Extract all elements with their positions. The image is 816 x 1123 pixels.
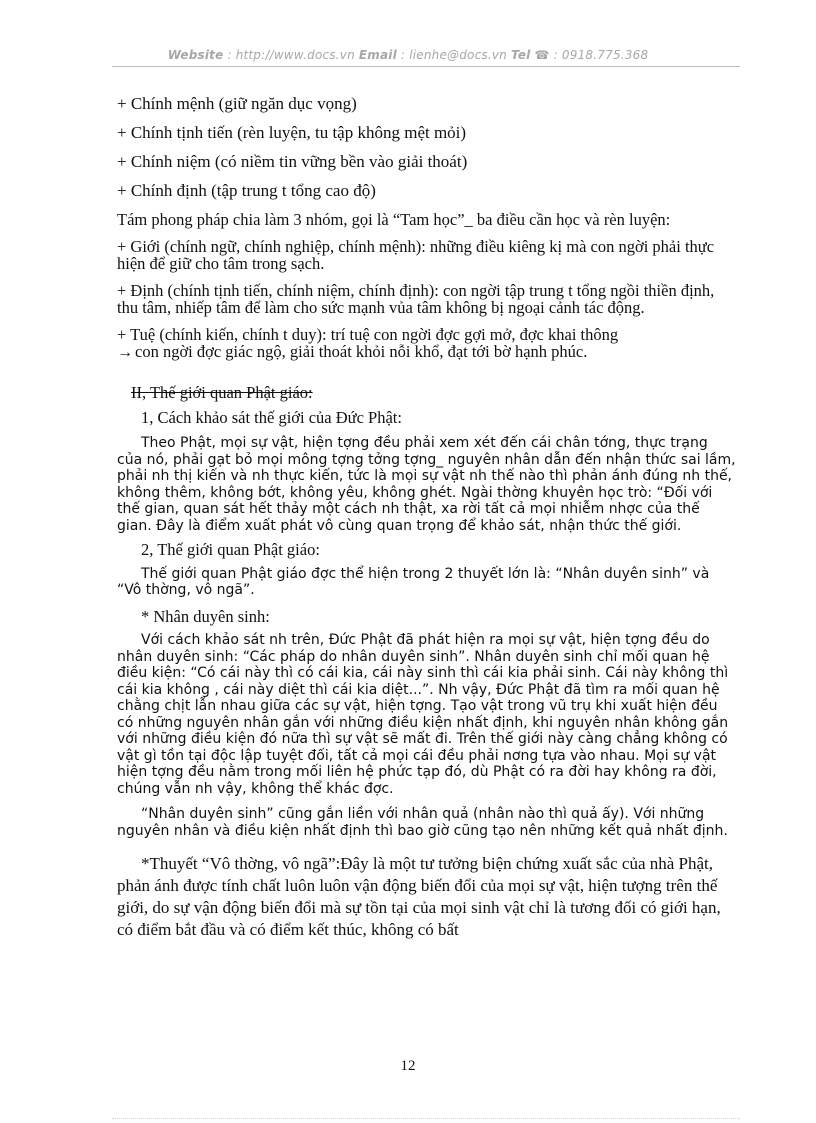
email-value: : lienhe@docs.vn (396, 48, 511, 62)
page-number: 12 (400, 1058, 416, 1074)
subheading-3: * Nhân duyên sinh: (141, 606, 270, 626)
paragraph-nhan-duyen: Với cách khảo sát nh trên, Đức Phật đã phát hiện ra mọi sự vật, hiện tợng đều do nhân duyên sinh: “Các pháp do nhân duyên sinh”. Nhân duyên sinh chỉ mối quan hệ điều kiện: “Có cái này thì có cái kia, cái này sinh thì cái kia phải sinh. Cái này không thì cái kia không , cái này diệt thì cái kia diệt...”. Nh vậy, Đức Phật đã tìm ra mối quan hệ chằng chịt lẫn nhau giữa các sự vật, hiện tợng. Tạo vật trong vũ trụ khi xuất hiện đều có những nguyên nhân gắn với những điều kiện nhất định, khi nguyên nhân không gắn với những điều kiện đó nữa thì sự vật sẽ mất đi. Trên thế giới này càng chẳng không có vật gì tồn tại độc lập tuyệt đối, tất cả mọi cái đều phải nơng tựa vào nhau. Mọi sự vật hiện tợng đều nằm trong mối liên hệ phức tạp đó, dù Phật có ra đời hay không ra đời, chúng vẫn nh vậy, không thể khác đợc. (117, 632, 729, 797)
website-value: : http://www.docs.vn (223, 48, 359, 62)
paragraph-vo-thuong (117, 853, 737, 941)
gioi-paragraph: + Giới (chính ngữ, chính nghiệp, chính mệnh): những điều kiêng kị mà con ngời phải thực hiện để giữ cho tâm trong sạch. (117, 236, 715, 273)
paragraph-khao-sat: Theo Phật, mọi sự vật, hiện tợng đều phải xem xét đến cái chân tớng, thực trạng của nó, phải gạt bỏ mọi mông tợng tởng tợng_ nguyên nhân dẫn đến nhận thức sai lầm, phải nh thị kiến và nh thực kiến, tức là mọi sự vật nh thế nào thì phản ánh đúng nh thế, không thêm, không bớt, không yêu, không ghét. Ngài thờng khuyên học trò: “Đối với thế gian, quan sát hết thảy một cách nh thật, xa rời tất cả mọi nhiễm nhợc của thế gian. Đây là điểm xuất phát vô cùng quan trọng để khảo sát, nhận thức thế giới. (117, 435, 736, 534)
tel-value: ☎ : 0918.775.368 (530, 48, 649, 62)
vo-thuong-text: Đây là một tư tưởng biện chứng xuất sắc của nhà Phật, phản ánh được tính chất luôn luôn vận động biến đổi của mọi sự vật, hiện tượng trên thế giới, do sự vận động biến đổi mà sự tồn tại của mọi sinh vật chỉ là tương đối có giới hạn, có điểm bắt đầu và có điểm kết thúc, không có bất (117, 854, 721, 939)
tam-hoc-intro: Tám phong pháp chia làm 3 nhóm, gọi là “Tam học”_ ba điều cần học và rèn luyện: (117, 210, 671, 229)
section-heading: II, Thế giới quan Phật giáo: (131, 382, 313, 402)
website-label: Website (167, 48, 224, 62)
footer-divider (112, 1118, 740, 1119)
tue-line-1: + Tuệ (chính kiến, chính t duy): trí tuệ con ngời đợc gợi mở, đợc khai thông (117, 324, 619, 344)
tue-line-2-row (117, 343, 737, 362)
paragraph-the-gioi-quan: Thế giới quan Phật giáo đợc thể hiện trong 2 thuyết lớn là: “Nhân duyên sinh” và “Vô thờng, vô ngã”. (117, 565, 710, 598)
subheading-2: 2, Thế giới quan Phật giáo: (141, 540, 320, 559)
arrow-right-icon: → (117, 344, 133, 361)
document-body (117, 93, 737, 941)
path-item: + Chính tịnh tiến (rèn luyện, tu tập không mệt mỏi) (117, 123, 467, 142)
tel-label: Tel (510, 48, 531, 62)
dinh-paragraph: + Định (chính tịnh tiến, chính niệm, chính định): con ngời tập trung t tổng ngồi thiền định, thu tâm, nhiếp tâm để làm cho sức mạnh vủa tâm không bị ngoại cảnh tác động. (117, 280, 715, 317)
subheading-1: 1, Cách khảo sát thế giới của Đức Phật: (141, 407, 402, 427)
email-label: Email (358, 48, 397, 62)
header-divider (112, 66, 740, 67)
paragraph-nhan-qua: “Nhân duyên sinh” cũng gắn liền với nhân quả (nhân nào thì quả ấy). Với những nguyên nhân và điều kiện nhất định thì bao giờ cũng tạo nên những kết quả nhất định. (117, 806, 728, 839)
page-header (0, 48, 816, 62)
tue-line-2: con ngời đợc giác ngộ, giải thoát khỏi nỗi khổ, đạt tới bờ hạnh phúc. (135, 342, 588, 361)
vo-thuong-label: *Thuyết “Vô thờng, vô ngã”: (141, 854, 341, 873)
path-item: + Chính mệnh (giữ ngăn dục vọng) (117, 94, 357, 113)
path-item: + Chính định (tập trung t tổng cao độ) (117, 181, 376, 200)
path-item: + Chính niệm (có niềm tin vững bền vào giải thoát) (117, 152, 468, 171)
